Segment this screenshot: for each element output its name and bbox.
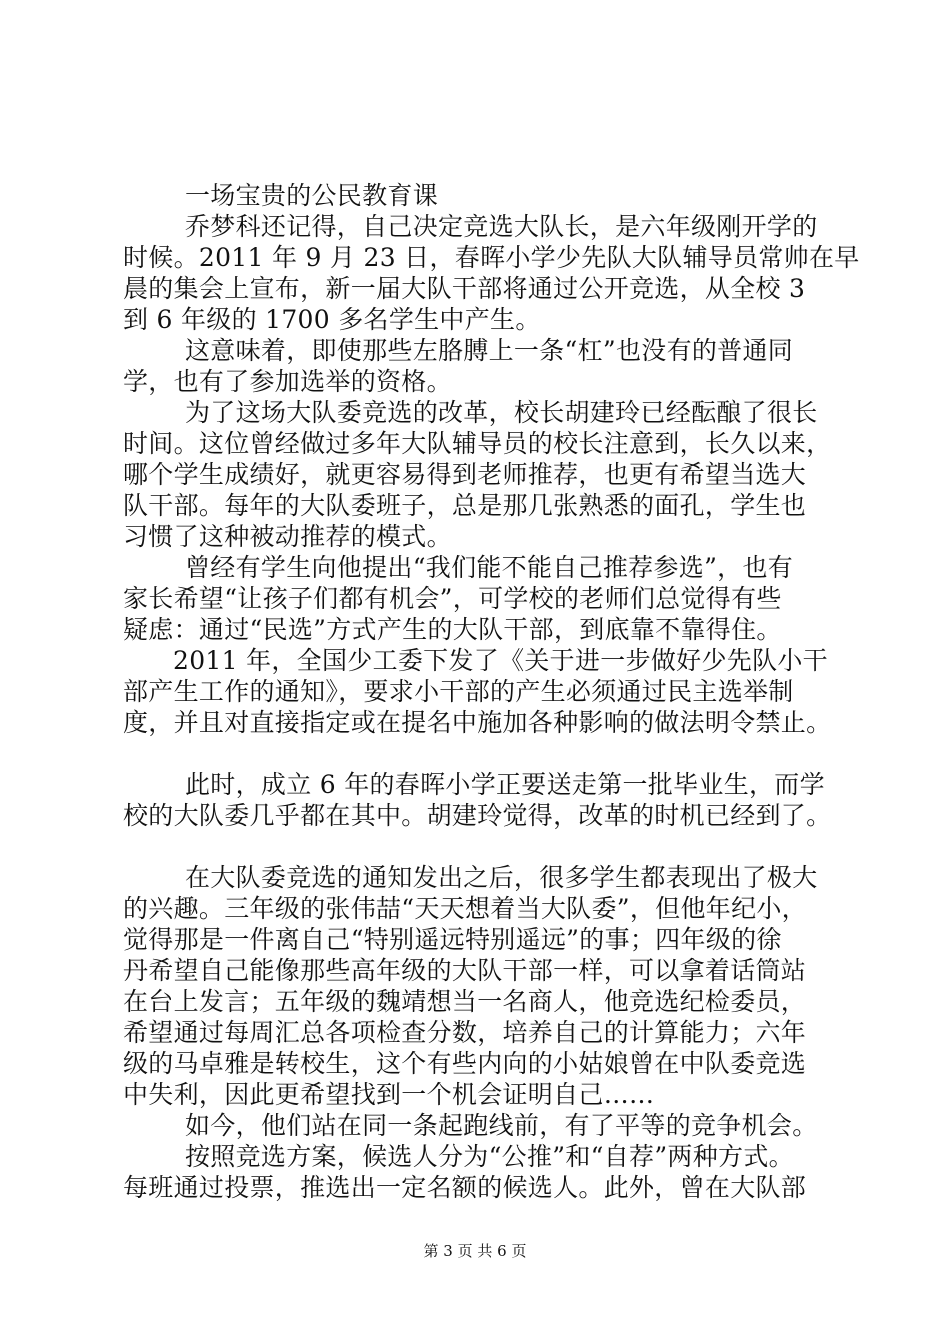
text-line: 校的大队委几乎都在其中。胡建玲觉得，改革的时机已经到了。 (123, 801, 832, 830)
page-number-footer: 第 3 页 共 6 页 (423, 1242, 527, 1260)
text-line: 晨的集会上宣布，新一届大队干部将通过公开竞选，从全校 3 (123, 274, 806, 303)
text-line: 乔梦科还记得，自己决定竞选大队长，是六年级刚开学的 (185, 212, 818, 241)
text-line: 此时，成立 6 年的春晖小学正要送走第一批毕业生，而学 (185, 770, 825, 799)
text-line: 度，并且对直接指定或在提名中施加各种影响的做法明令禁止。 (123, 708, 832, 737)
text-line: 队干部。每年的大队委班子，总是那几张熟悉的面孔，学生也 (123, 491, 807, 520)
text-line: 2011 年，全国少工委下发了《关于进一步做好少先队小干 (173, 646, 828, 675)
text-line: 时间。这位曾经做过多年大队辅导员的校长注意到，长久以来， (123, 429, 832, 458)
text-line: 学，也有了参加选举的资格。 (123, 367, 452, 396)
text-line: 在大队委竞选的通知发出之后，很多学生都表现出了极大 (185, 863, 818, 892)
text-line: 级的马卓雅是转校生，这个有些内向的小姑娘曾在中队委竞选 (123, 1049, 807, 1078)
text-line: 希望通过每周汇总各项检查分数，培养自己的计算能力；六年 (123, 1018, 807, 1047)
text-line: 按照竞选方案，候选人分为“公推”和“自荐”两种方式。 (185, 1142, 794, 1171)
text-line: 时候。2011 年 9 月 23 日，春晖小学少先队大队辅导员常帅在早 (123, 243, 860, 272)
text-line: 的兴趣。三年级的张伟喆“天天想着当大队委”，但他年纪小， (123, 894, 807, 923)
text-line: 疑虑：通过“民选”方式产生的大队干部，到底靠不靠得住。 (123, 615, 782, 644)
text-line: 觉得那是一件离自己“特别遥远特别遥远”的事；四年级的徐 (123, 925, 782, 954)
text-line: 中失利，因此更希望找到一个机会证明自己…… (123, 1080, 655, 1109)
text-line: 为了这场大队委竞选的改革，校长胡建玲已经酝酿了很长 (185, 398, 818, 427)
text-line: 丹希望自己能像那些高年级的大队干部一样，可以拿着话筒站 (123, 956, 807, 985)
text-line: 曾经有学生向他提出“我们能不能自己推荐参选”，也有 (185, 553, 794, 582)
text-line: 家长希望“让孩子们都有机会”，可学校的老师们总觉得有些 (123, 584, 782, 613)
text-line: 每班通过投票，推选出一定名额的候选人。此外，曾在大队部 (123, 1173, 807, 1202)
text-line: 习惯了这种被动推荐的模式。 (123, 522, 452, 551)
text-line: 这意味着，即使那些左胳膊上一条“杠”也没有的普通同 (185, 336, 794, 365)
text-line: 部产生工作的通知》，要求小干部的产生必须通过民主选举制 (123, 677, 794, 706)
text-line: 哪个学生成绩好，就更容易得到老师推荐，也更有希望当选大 (123, 460, 807, 489)
text-line: 到 6 年级的 1700 多名学生中产生。 (123, 305, 541, 334)
text-line: 如今，他们站在同一条起跑线前，有了平等的竞争机会。 (185, 1111, 818, 1140)
text-line: 在台上发言；五年级的魏靖想当一名商人，他竞选纪检委员， (123, 987, 807, 1016)
heading-line: 一场宝贵的公民教育课 (185, 181, 439, 210)
